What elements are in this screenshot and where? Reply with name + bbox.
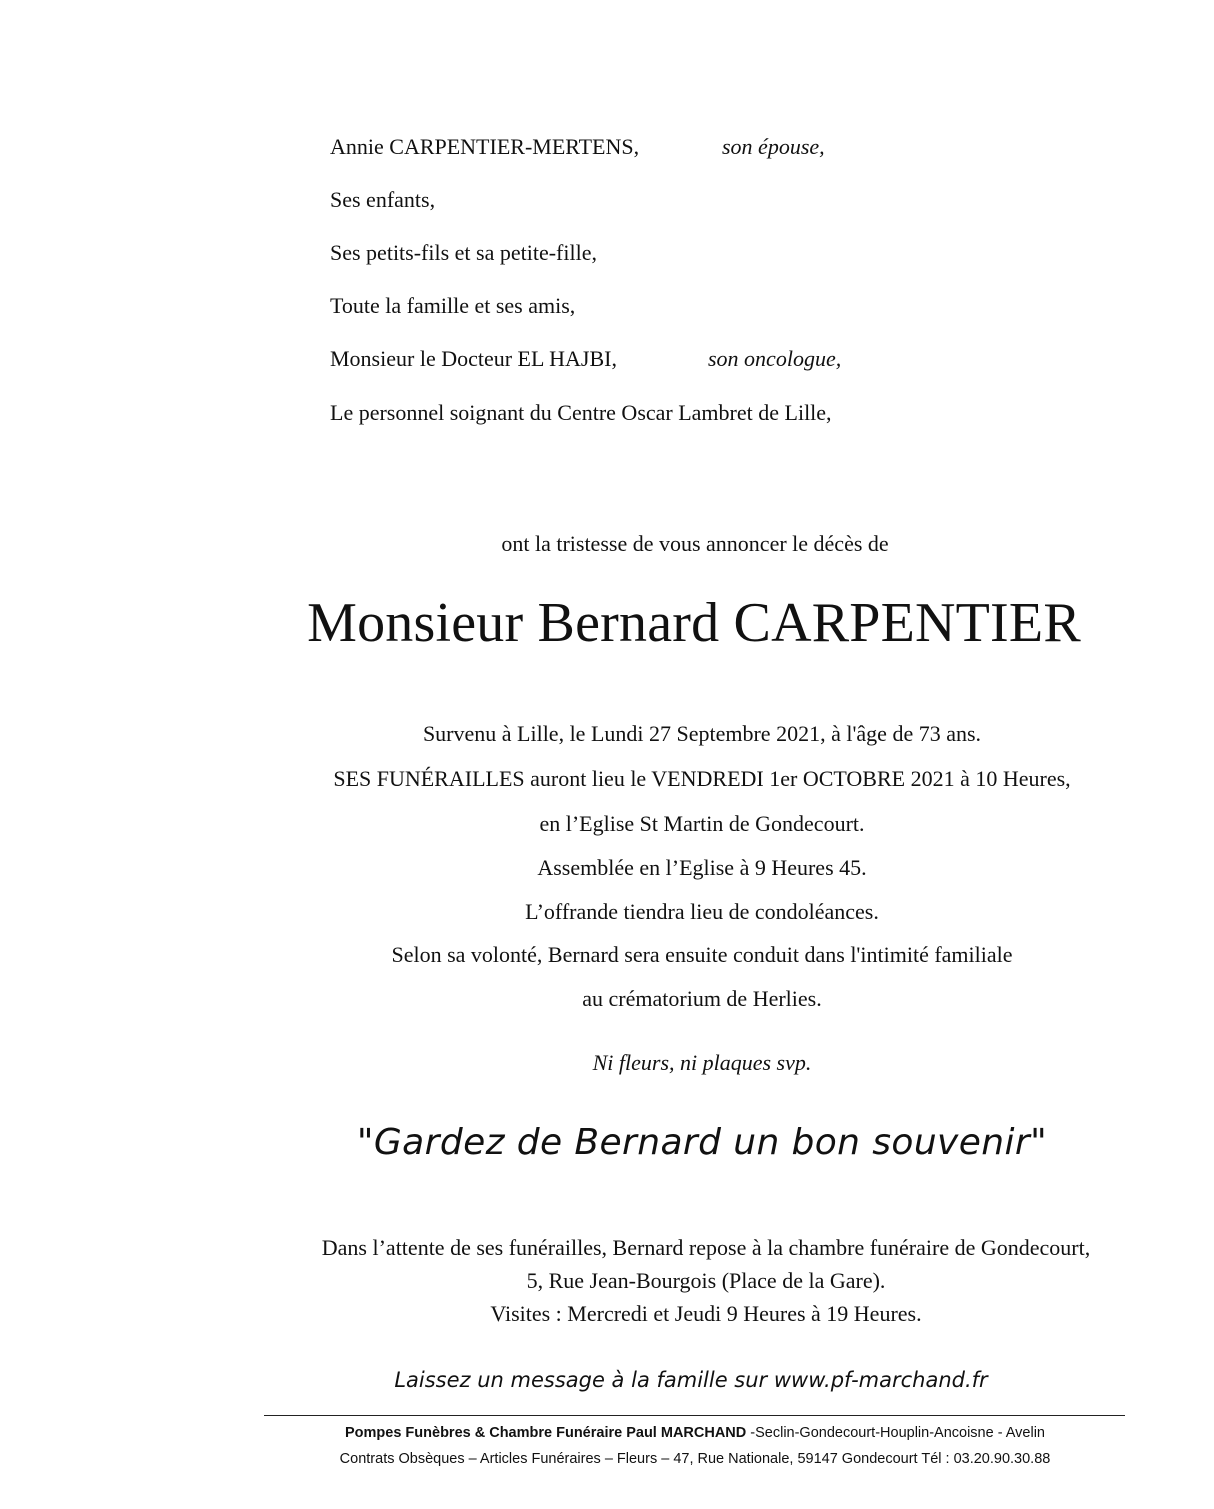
family-member-name: Ses petits-fils et sa petite-fille, [330,240,597,265]
footer-line-1 [0,1425,1214,1441]
detail-line: L’offrande tiendra lieu de condoléances. [525,899,879,924]
family-line [330,346,617,372]
family-member-name: Toute la famille et ses amis, [330,293,576,318]
family-member-name: Annie CARPENTIER-MERTENS, [330,134,640,159]
detail-line: au crématorium de Herlies. [582,986,822,1011]
deceased-name: Monsieur Bernard CARPENTIER [307,592,1081,654]
detail-line: SES FUNÉRAILLES auront lieu le VENDREDI 1er OCTOBRE 2021 à 10 Heures, [333,766,1071,791]
no-flowers-note: Ni fleurs, ni plaques svp. [592,1050,812,1075]
family-member-name: Monsieur le Docteur EL HAJBI, [330,346,617,371]
family-line [330,134,639,160]
family-line [330,187,435,213]
company-name: Pompes Funèbres & Chambre Funéraire Paul MARCHAND [345,1425,747,1441]
family-role: son épouse, [722,134,825,159]
family-line [330,400,832,426]
detail-line: Assemblée en l’Eglise à 9 Heures 45. [537,855,867,880]
family-member-name: Le personnel soignant du Centre Oscar Lambret de Lille, [330,400,832,425]
rest-line: 5, Rue Jean-Bourgois (Place de la Gare). [526,1268,886,1293]
message-link[interactable]: Laissez un message à la famille sur www.pf-marchand.fr [394,1368,988,1392]
family-line [330,240,597,266]
rest-line: Dans l’attente de ses funérailles, Bernard repose à la chambre funéraire de Gondecourt, [321,1235,1091,1260]
family-member-name: Ses enfants, [330,187,436,212]
family-role: son oncologue, [708,346,842,371]
announcement-intro: ont la tristesse de vous annoncer le décès de [501,531,889,556]
rest-line: Visites : Mercredi et Jeudi 9 Heures à 19 Heures. [490,1301,922,1326]
footer-line-2: Contrats Obsèques – Articles Funéraires – Fleurs – 47, Rue Nationale, 59147 Gondecourt Tél : 03.20.90.30.88 [339,1451,1051,1467]
family-line [330,293,575,319]
detail-line: en l’Eglise St Martin de Gondecourt. [539,811,865,836]
detail-line: Survenu à Lille, le Lundi 27 Septembre 2021, à l'âge de 73 ans. [422,721,982,746]
footer-divider [264,1415,1125,1416]
company-locations: -Seclin-Gondecourt-Houplin-Ancoisne - Avelin [746,1425,1045,1441]
detail-line: Selon sa volonté, Bernard sera ensuite conduit dans l'intimité familiale [391,942,1013,967]
memorial-quote: "Gardez de Bernard un bon souvenir" [356,1122,1048,1163]
